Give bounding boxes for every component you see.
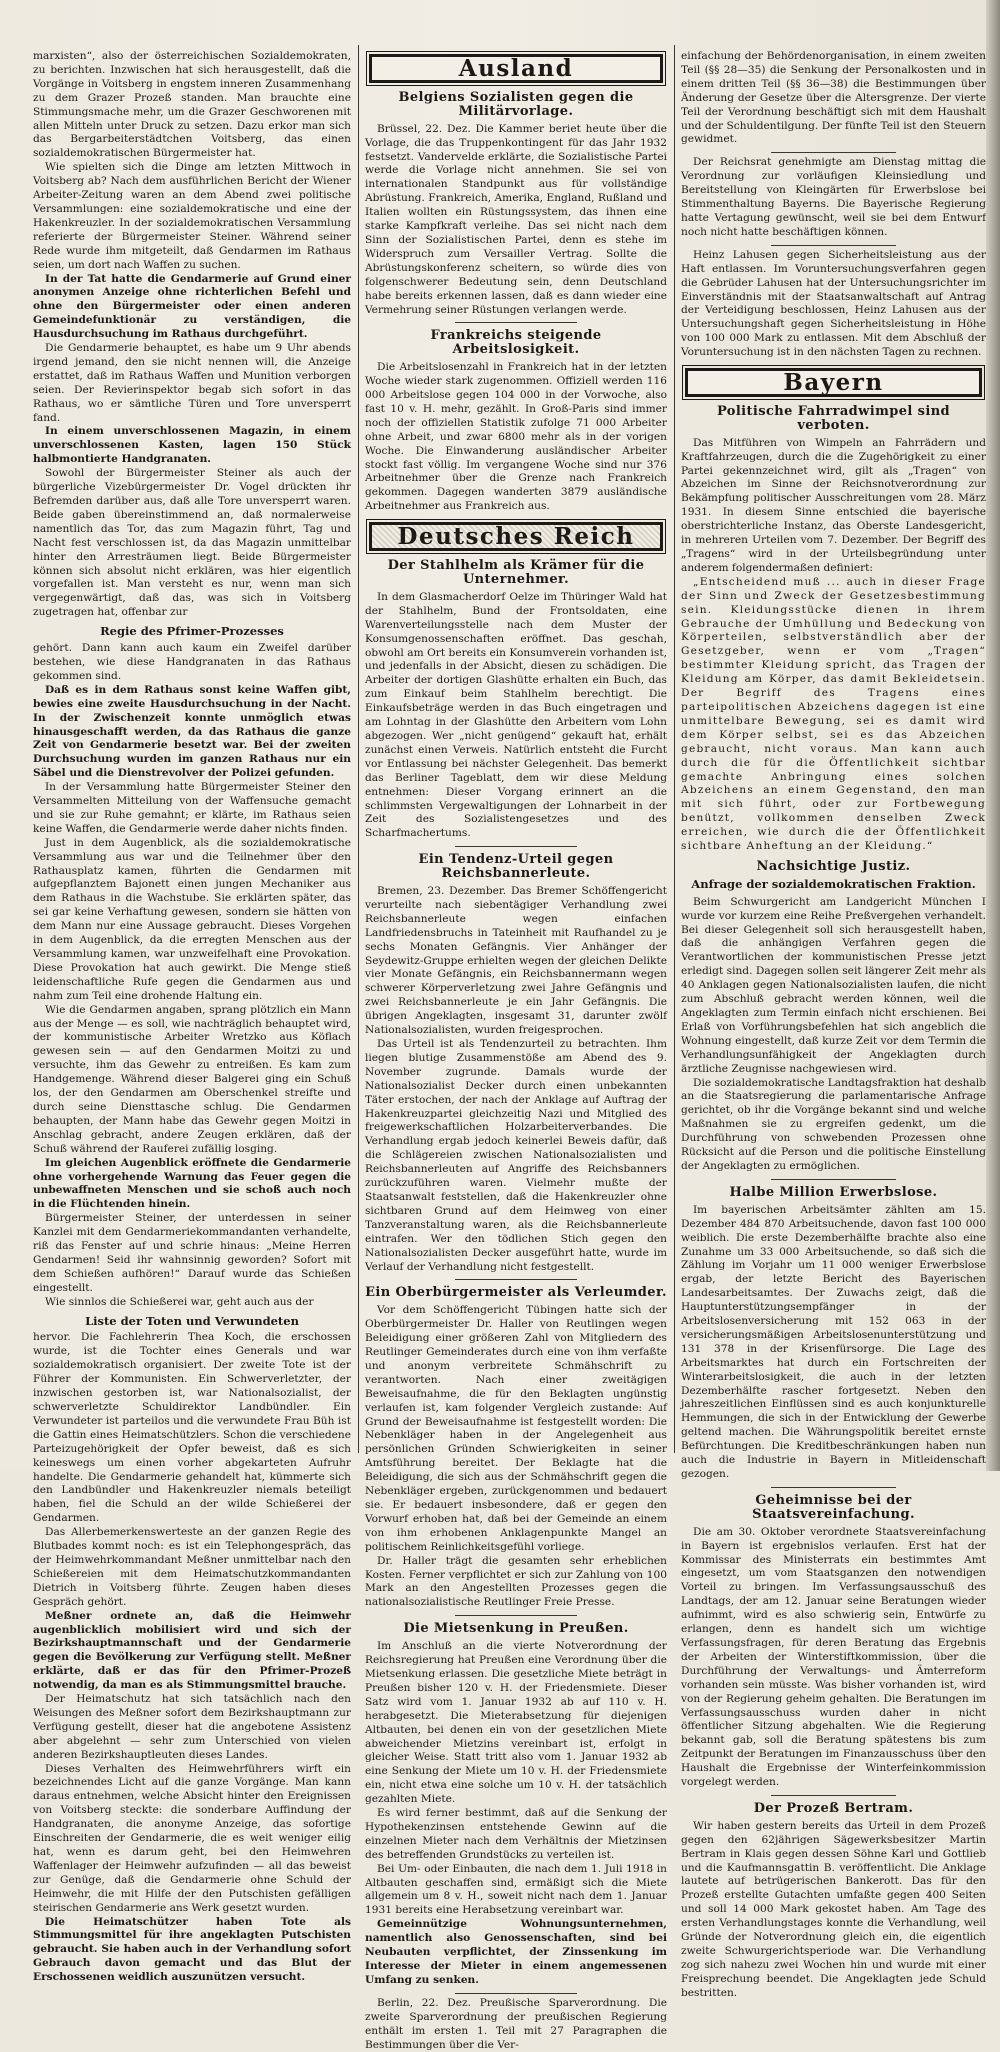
paragraph: Das Allerbemerkenswerteste an der ganzen Regie des Blutbades kommt noch: es ist ein Telephongespräch, das der Heimwehrkommandant Meßner unmittelbar nach den Schießereien mit dem Heimatschutzkommandanten Dietrich in Voitsberg führte. Zeugen haben dieses Gespräch gehört. [33, 1526, 351, 1608]
paragraph: Im gleichen Augenblick eröffnete die Gendarmerie ohne vorhergehende Warnung das Feuer gegen die unbewaffneten Menschen und sie schoß auch noch in die Flüchtenden hinein. [33, 1156, 351, 1211]
paragraph: Daß es in dem Rathaus sonst keine Waffen gibt, bewies eine zweite Hausdurchsuchung in der Nacht. In der Zwischenzeit konnte unmöglich etwas hinausgeschafft werden, da das Rathaus die ganze Zeit von Gendarmerie besetzt war. Bei der zweiten Durchsuchung wurden im ganzen Rathaus nur ein Säbel und die Dienstrevolver der Polizei gefunden. [33, 683, 351, 780]
paragraph: Bremen, 23. Dezember. Das Bremer Schöffengericht verurteilte nach siebentägiger Verhandlung zwei Reichsbannerleute wegen einfachen Landfriedensbruchs in Tateinheit mit Raufhandel zu je sechs Monaten Gefängnis. Vier Anhänger der Seydewitz-Gruppe erhielten wegen der gleichen Delikte vier Monate Gefängnis, ein Reichsbannermann wegen schwerer Körperverletzung zwei Jahre Gefängnis und zwei Reichsbannerleute je ein Jahr Gefängnis. Die übrigen Angeklagten, insgesamt 31, darunter zwölf Nationalsozialisten, wurden freigesprochen. [365, 885, 667, 1037]
paragraph: Just in dem Augenblick, als die sozialdemokratische Versammlung aus war und die Teilnehmer über den Rathausplatz kamen, führten die Gendarmen mit aufgepflanztem Bajonett einen jungen Mechaniker aus dem Rathaus in die Wachstube. Sie erklärten später, das sei gar keine Verhaftung gewesen, sondern sie hätten von dem Mann nur eine Aussage gebraucht. Dieses Vorgehen in dem Augenblick, da die erregten Menschen aus der Versammlung kamen, war unzweifelhaft eine Provokation. Diese Provokation hat auch gewirkt. Die Menge stieß leidenschaftliche Rufe gegen die Gendarmen aus und nahm zum Teil eine drohende Haltung ein. [33, 836, 351, 1002]
paragraph: Bei Um- oder Einbauten, die nach dem 1. Juli 1918 in Altbauten geschaffen sind, ermäßigt sich die Miete allgemein um 8 v. H., soweit nicht nach dem 1. Januar 1931 bereits eine Herabsetzung vereinbart war. [365, 1862, 667, 1917]
article-headline: Die Mietsenkung in Preußen. [403, 1621, 629, 1637]
subheading: Liste der Toten und Verwundeten [85, 1313, 299, 1328]
paragraph: gehört. Dann kann auch kaum ein Zweifel darüber bestehen, wie diese Handgranaten in das Rathaus gekommen sind. [33, 642, 351, 682]
paragraph: Im Anschluß an die vierte Notverordnung der Reichsregierung hat Preußen eine Verordnung über die Mietsenkung erlassen. Die gesetzliche Miete beträgt in Preußen bisher 120 v. H. der Friedensmiete. Dieser Satz wird vom 1. Januar 1932 ab auf 110 v. H. herabgesetzt. Die Mieterabsetzung für diejenigen Altbauten, bei denen ein von der gesetzlichen Miete abweichender Mietzins vereinbart ist, erfolgt in gleicher Weise. Statt tritt also vom 1. Januar 1932 ab eine Senkung der Miete um 10 v. H. der Friedensmiete ein, nicht etwa eine solche um 10 v. H. der tatsächlich gezahlten Miete. [365, 1640, 667, 1806]
divider [771, 1795, 896, 1796]
column-rule [674, 45, 675, 1453]
paragraph: Der Reichsrat genehmigte am Dienstag mittag die Verordnung zur vorläufigen Kleinsiedlung und Bereitstellung von Kleingärten für Erwerbslose bei Stimmenthaltung Bayerns. Die Bayerische Regierung hatte Vertagung gewünscht, weil sie bei dem Entwurf noch nicht hatte beschäftigen können. [681, 156, 986, 238]
article-headline: Der Stahlhelm als Krämer für die Unternehmer. [387, 558, 645, 587]
paragraph: In dem Glasmacherdorf Oelze im Thüringer Wald hat der Stahlhelm, Bund der Frontsoldaten, eine Warenverteilungsstelle nach dem Muster der Konsumgenossenschaften eröffnet. Das geschah, obwohl am Ort bereits ein Konsumverein vorhanden ist, und jedenfalls in der Absicht, diesen zu schädigen. Die Arbeiter der dortigen Glashütte erhalten ein Buch, das zum Einkauf beim Stahlhelm berechtigt. Die Einkaufsbeträge werden in das Buch eingetragen und am Lohntag in der Glashütte den Arbeitern vom Lohn abgezogen. Wer „nicht genügend“ gekauft hat, erhält zunächst einen Verweis. Natürlich entsteht die Furcht vor Entlassung bei nächster Gelegenheit. Das bemerkt das Berliner Tageblatt, dem wir diese Meldung entnehmen: Dieser Vorgang erinnert an die schlimmsten Vergewaltigungen der Lohnarbeit in der Zeit des Sozialistengesetzes und des Scharfmachertums. [365, 590, 667, 840]
paragraph: Die am 30. Oktober verordnete Staatsvereinfachung in Bayern ist ergebnislos verlaufen. Erst hat der Kommissar des Ministerrats ein bestimmtes Amt eingesetzt, um vom Staatsganzen den notwendigen Vorteil zu bringen. Im Verfassungsausschuß des Landtags, der am 12. Januar seine Beratungen wieder aufnimmt, wird es also schwierig sein, Entwürfe zu erlangen, denn es handelt sich um wichtige Verfassungsfragen, für deren Beratung das Ergebnis der Arbeiten der Winterstiftkommission, über die Durchführung der Verwaltungs- und Ämterreform vorhanden sein müsste. Was bisher vorhanden ist, wird von der Regierung geheim gehalten. Die Beratungen im Verfassungsausschuss wurden daher in nicht öffentlicher Sitzung abgehalten. Wie die Regierung bekannt gab, soll die Beratung spätestens bis zum Zeitpunkt der Beratungen im Finanzausschuss über den Haushalt die Ergebnisse der Winterfeinkommission vorgelegt werden. [681, 1525, 986, 1789]
article-headline: Belgiens Sozialisten gegen die Militärvorlage. [398, 89, 634, 119]
paragraph: Wir haben gestern bereits das Urteil in dem Prozeß gegen den 62jährigen Sägewerksbesitzer Martin Bertram in Klais gegen dessen Söhne Karl und Gottlieb und die Kaufmannsgattin B. veröffentlicht. Die Anklage lautete auf betrügerischen Bankerott. Das für den Prozeß erstellte Gutachten umfaßte gegen 400 Seiten und soll 14 000 Mark gekostet haben. Am Tage des ersten Verhandlungstages konnte die Verhandlung, weil Gründe der Notverordnung gleich ein, die eigentlich zweite Schwurgerichtsperiode war. Die Verhandlung zog sich nahezu zwei Wochen hin und wurde mit einer Freisprechung beendet. Die Angeklagten jede Schuld bestritten. [681, 1819, 986, 1999]
paragraph: Der Heimatschutz hat sich tatsächlich nach den Weisungen des Meßner sofort dem Bezirkshauptmann zur Verfügung gestellt, dieser hat die angebotene Assistenz aber abgelehnt — sehr zum Unterschied von vielen anderen Bezirkshauptleuten dieses Landes. [33, 1693, 351, 1761]
paragraph: Heinz Lahusen gegen Sicherheitsleistung aus der Haft entlassen. Im Voruntersuchungsverfahren gegen die Gebrüder Lahusen hat der Untersuchungsrichter im Einverständnis mit der Staatsanwaltschaft auf Antrag der Verteidigung beschlossen, Heinz Lahusen aus der Untersuchungshaft gegen Sicherheitsleistung in Höhe von 100 000 Mark zu entlassen. Mit dem Abschluß der Voruntersuchung ist in den nächsten Tagen zu rechnen. [681, 248, 986, 359]
paragraph: Meßner ordnete an, daß die Heimwehr augenblicklich mobilisiert wird und sich der Bezirkshauptmannschaft und der Gendarmerie gegen die Bevölkerung zur Verfügung stellt. Meßner erklärte, daß er das für den Pfrimer-Prozeß notwendig, da man es als Stimmungsmittel brauche. [33, 1609, 351, 1692]
paragraph: Sowohl der Bürgermeister Steiner als auch der bürgerliche Vizebürgermeister Dr. Vogel drückten ihr Befremden darüber aus, daß alle Tore unversperrt waren. Beide gaben übereinstimmend an, daß normalerweise namentlich das Tor, das zum Magazin führt, Tag und Nacht fest verschlossen ist, da das Magazin unmittelbar hinter den Arresträumen liegt. Beide Bürgermeister können sich absolut nicht erklären, was hier eigentlich vorgefallen ist. Man versteht es nur, wenn man sich vergegenwärtigt, daß das, was sich in Voitsberg zugetragen hat, offenbar zur [33, 467, 351, 619]
column-rule [358, 45, 359, 1453]
paragraph: Im bayerischen Arbeitsämter zählten am 15. Dezember 484 870 Arbeitsuchende, davon fast 100 000 weiblich. Die erste Dezemberhälfte brachte also eine Zunahme um 33 000 Arbeitsuchende, so daß sich die Zählung im Vorjahr um 11 000 weniger Erwerbslose ergab, der letzte Bericht des Bayerischen Landesarbeitsamtes. Der Zuwachs zeigt, daß die Hauptunterstützungsempfänger in der Arbeitslosenversicherung mit 152 063 in der versicherungsmäßigen Arbeitslosenunterstützung und 131 378 in der Krisenfürsorge. Die Lage des Arbeitsmarktes hat durch ein Fortschreiten der Winterarbeitslosigkeit, die auch in der letzten Dezemberhälfte rascher fortgesetzt. Neben den jahreszeitlichen Einflüssen sind es auch konjunkturelle Hemmungen, die sich in der Entwicklung der Gewerbe geltend machen. Die Währungspolitik bereitet ernste Befürchtungen. Die Kreditbeschränkungen haben nun auch die Industrie in Bayern in Mitleidenschaft gezogen. [681, 1203, 986, 1480]
section-banner: Ausland [369, 54, 663, 83]
article-headline: Nachsichtige Justiz. [756, 858, 911, 874]
paragraph: Gemeinnützige Wohnungsunternehmen, namentlich also Genossenschaften, sind bei Neubauten verpflichtet, der Zinssenkung im Interesse der Mieter in einem angemessenen Umfang zu senken. [365, 1918, 667, 1986]
column-left [33, 50, 351, 1984]
article-subheadline: Anfrage der sozialdemokratischen Fraktion. [691, 876, 976, 891]
paragraph: Beim Schwurgericht am Landgericht München I wurde vor kurzem eine Reihe Preßvergehen verhandelt. Bei dieser Gelegenheit soll sich herausgestellt haben, daß die anhängigen Verfahren gegen die Verantwortlichen der kommunistischen Presse jetzt erledigt sind. Dagegen sollen seit längerer Zeit mehr als 40 Anklagen gegen Nationalsozialisten laufen, die nicht zum Abschluß gebracht werden können, weil die Angeklagten zum Termin einfach nicht erschienen. Bei Erlaß von Vorführungsbefehlen hat sich angeblich die Wohnung eingestellt, daß kurze Zeit vor dem Termin die Verhandlungsunfähigkeit der Angeklagten durch ärztliche Zeugnisse nachgewiesen wird. [681, 895, 986, 1075]
paragraph: marxisten“, also der österreichischen Sozialdemokraten, zu berichten. Inzwischen hat sich herausgestellt, daß die Vorgänge in Voitsberg in engstem inneren Zusammenhang zu dem Grazer Prozeß standen. Man brauchte eine Stimmungsmache mehr, um die Grazer Geschworenen mit allen Mitteln unter Druck zu setzen. Dazu erkor man sich das Bergarbeiterstädtchen Voitsberg, das einen sozialdemokratischen Bürgermeister hat. [33, 50, 351, 160]
section-banner: Deutsches Reich [369, 522, 663, 551]
paragraph: Dr. Haller trägt die gesamten sehr erheblichen Kosten. Ferner verpflichtet er sich zur Zahlung von 100 Mark an den Angestellten Prozesses gegen die nationalsozialistische Reutlinger Freie Presse. [365, 1554, 667, 1609]
divider [455, 846, 577, 847]
article-headline: Politische Fahrradwimpel sind verboten. [716, 403, 951, 433]
section-banner: Bayern [685, 368, 982, 397]
paragraph: Das Urteil ist als Tendenzurteil zu betrachten. Ihm liegen blutige Zusammenstöße am Abend des 9. November zugrunde. Damals wurde der Nationalsozialist Decker durch einen unbekannten Täter erstochen, der nach der Anklage auf Auftrag der Hakenkreuzpartei gleichzeitig Nazi und Mitglied des freigewerkschaftlichen Holzarbeiterverbandes. Die Verhandlung ergab jedoch keinerlei Beweis dafür, daß die Schlägereien zwischen Nationalsozialisten und Reichsbannerleuten auf Angriffe des Reichsbanners zurückzuführen waren. Vielmehr mußte der Staatsanwalt feststellen, daß die Hakenkreuzler ohne sichtbaren Grund auf dem Heimweg von einer Tanzveranstaltung waren, als die Reichsbannerleute eintrafen. Wer den tödlichen Stich gegen den Nationalsozialisten Decker ausgeführt hatte, wurde im Verlauf der Verhandlung nicht festgestellt. [365, 1038, 667, 1273]
article-headline: Frankreichs steigende Arbeitslosigkeit. [430, 328, 602, 358]
divider [455, 1615, 577, 1616]
divider [771, 152, 896, 153]
divider [455, 322, 577, 323]
paragraph: Bürgermeister Steiner, der unterdessen in seiner Kanzlei mit dem Gendarmeriekommandanten verhandelte, riß das Fenster auf und schrie hinaus: „Meine Herren Gendarmen! Seid ihr wahnsinnig geworden? Sofort mit dem Schießen aufhören!“ Darauf wurde das Schießen eingestellt. [33, 1212, 351, 1294]
page-edge-shadow [986, 0, 1000, 1471]
divider [771, 1487, 896, 1488]
paragraph: „Entscheidend muß ... auch in dieser Frage der Sinn und Zweck der Gesetzesbestimmung sein. Kleidungsstücke dienen in ihrem Gebrauche der Umhüllung und Bedeckung von Körperteilen, selbstverständlich aber der Gesetzgeber, wenn er vom „Tragen“ bestimmter Kleidung spricht, das Tragen der Kleidung am Körper, das damit Bekleidetsein. Der Begriff des Tragens eines parteipolitischen Abzeichens dagegen ist eine unmittelbare Bewegung, sei es damit wird dem Körper selbst, sei es das Abzeichen gebraucht, nicht voraus. Man kann auch durch die für die Öffentlichkeit sichtbar gemachte Anbringung eines solchen Abzeichens an einem Gegenstand, den man mit sich führt, oder zur Fortbewegung benützt, vollkommen denselben Zweck erreichen, wie durch die der Öffentlichkeit sichtbare Anheftung an der Kleidung.“ [681, 575, 986, 853]
article-headline: Halbe Million Erwerbslose. [729, 1184, 938, 1200]
paragraph: Das Mitführen von Wimpeln an Fahrrädern und Kraftfahrzeugen, durch die die Zugehörigkeit zu einer Partei gekennzeichnet wird, gilt als „Tragen“ von Abzeichen im Sinne der Reichsnotverordnung zur Bekämpfung politischer Ausschreitungen vom 28. März 1931. In diesem Sinne entschied die bayerische oberstrichterliche Instanz, das Oberste Landesgericht, in mehreren Urteilen vom 7. Dezember. Der Begriff des „Tragens“ wird in der Urteilsbegründung unter anderem folgendermaßen definiert: [681, 436, 986, 574]
paragraph: einfachung der Behördenorganisation, in einem zweiten Teil (§§ 28—35) die Senkung der Personalkosten und in einem dritten Teil (§§ 36—38) die Bestimmungen über Änderung der Gesetze über die Altersgrenze. Der vierte Teil der Verordnung beschäftigt sich mit dem Haushalt und der Schuldentilgung. Der fünfte Teil ist den Steuern gewidmet. [681, 50, 986, 146]
paragraph: Wie sinnlos die Schießerei war, geht auch aus der [45, 1295, 314, 1308]
paragraph: In der Tat hatte die Gendarmerie auf Grund einer anonymen Anzeige ohne richterlichen Befehl und ohne den Bürgermeister oder einen anderen Gemeindefunktionär zu verständigen, die Hausdurchsuchung im Rathaus durchgeführt. [33, 272, 351, 341]
divider [771, 245, 896, 246]
paragraph: Brüssel, 22. Dez. Die Kammer beriet heute über die Vorlage, die das Truppenkontingent für das Jahr 1932 festsetzt. Vandervelde erklärte, die Sozialistische Partei werde die Vorlage nicht annehmen. Sie sei von internationalen Standpunkt aus für vollständige Abrüstung. Frankreich, Amerika, England, Rußland und Italien wollten ein Rüstungssystem, das ihnen eine starke Kampfkraft verleihe. Das sei nicht nach dem Sinn der Sozialistischen Partei, denn es stehe im Widerspruch zum Versailler Vertrag. Sollte die Abrüstungskonferenz scheitern, so würde dies von folgenschwerer Bedeutung sein, denn Deutschland habe bereits erkennen lassen, daß es dann wieder eine Vermehrung seiner Rüstungen verlangen werde. [365, 122, 667, 316]
paragraph: Wie die Gendarmen angaben, sprang plötzlich ein Mann aus der Menge — es soll, wie nachträglich behauptet wird, der kommunistische Arbeiter Wretzko aus Köflach gewesen sein — auf den Gendarmen Moitzi zu und versuchte, ihm das Gewehr zu entreißen. Es kam zum Handgemenge. Während dieser Balgerei ging ein Schuß los, der den Gendarmen am Oberschenkel streifte und durch seine Diensttasche schlug. Die Gendarmen behaupten, der Mann habe das Gewehr gegen Moitzi in Anschlag gebracht, andere Zeugen erklären, daß der Schuß während der Rauferei zufällig losging. [33, 1003, 351, 1155]
column-right [681, 50, 986, 1999]
paragraph: Wie spielten sich die Dinge am letzten Mittwoch in Voitsberg ab? Nach dem ausführlichen Bericht der Wiener Arbeiter-Zeitung waren an dem Abend zwei politische Versammlungen: eine sozialdemokratische und eine der Hakenkreuzler. In der sozialdemokratischen Versammlung referierte der Bürgermeister Steiner. Während seiner Rede wurde ihm mitgeteilt, daß Gendarmen im Rathaus seien, um dort nach Waffen zu suchen. [33, 161, 351, 271]
column-middle [365, 50, 667, 2051]
paragraph: Vor dem Schöffengericht Tübingen hatte sich der Oberbürgermeister Dr. Haller von Reutlingen wegen Beleidigung einer größeren Zahl von Mitgliedern des Reutlinger Gemeinderates durch eine von ihm verfaßte und anonym verbreitete Schmähschrift zu verantworten. Nach einer zweitägigen Beweisaufnahme, die für den Beklagten ungünstig verlaufen ist, kam folgender Vergleich zustande: Auf Grund der Beweisaufnahme ist festgestellt worden: Die Nebenkläger haben in der Angelegenheit aus persönlichen Gründen Schwierigkeiten in seiner Amtsführung bereitet. Der Beklagte hat die Beleidigung, die sich aus der Schmähschrift gegen die Nebenkläger ergeben, zurückgenommen und bedauert sie. Er bedauert insbesondere, daß er gegen den Vorwurf erhoben hat, daß bei der Gemeinde an einem von ihm erhobenen Anklagenpunkte Mangel an politischem Reinlichkeitsgefühl vorliege. [365, 1304, 667, 1553]
divider [771, 1179, 896, 1180]
paragraph: Die Gendarmerie behauptet, es habe um 9 Uhr abends irgend jemand, den sie nicht nennen will, die Anzeige erstattet, daß im Rathaus Waffen und Munition verborgen seien. Der Revierinspektor begab sich sofort in das Rathaus, wo er sämtliche Türen und Tore unversperrt fand. [33, 342, 351, 424]
article-headline: Ein Oberbürgermeister als Verleumder. [365, 1285, 667, 1301]
paragraph: Die Arbeitslosenzahl in Frankreich hat in der letzten Woche wieder stark zugenommen. Offiziell werden 116 000 Arbeitslose gegen 104 000 in der Vorwoche, also fast 10 v. H. mehr, gezählt. In Groß-Paris sind immer noch der offiziellen Statistik zufolge 71 000 Arbeiter ohne Arbeit, und zwar 6800 mehr als in der vorigen Woche. Die Einwanderung ausländischer Arbeiter stockt fast völlig. Im vergangene Woche sind nur 376 Arbeitnehmer über die Grenze nach Frankreich gekommen. Dagegen wanderten 3879 ausländische Arbeitnehmer aus Frankreich aus. [365, 361, 667, 513]
divider [455, 1279, 577, 1280]
article-headline: Der Prozeß Bertram. [753, 1800, 914, 1816]
paragraph: hervor. Die Fachlehrerin Thea Koch, die erschossen wurde, ist die Tochter eines Generals und war sozialdemokratisch organisiert. Der zweite Tote ist der Führer der Kommunisten. Ein Schwerverletzter, der inzwischen gestorben ist, war Nationalsozialist, der schwerverletzte Schuldirektor Landbündler. Ein Verwundeter ist parteilos und die verwundete Frau Büh ist die Gattin eines Heimatschützlers. Schon die verschiedene Parteizugehörigkeit der Opfer beweist, daß es sich keineswegs um einen vorher abgekarteten Aufruhr handelte. Die Gendarmerie gehandelt hat, kümmerte sich den Landbündler und Hakenkreuzler niemals beteiligt haben, fiel die Schuld an der wilde Schießerei der Gendarmen. [33, 1331, 351, 1525]
paragraph: Dieses Verhalten des Heimwehrführers wirft ein bezeichnendes Licht auf die ganze Vorgänge. Man kann daraus entnehmen, welche Absicht hinter den Ereignissen von Voitsberg steckte: die sonderbare Auffindung der Handgranaten, die anonyme Anzeige, das sofortige Einschreiten der Gendarmerie, die es weit weniger eilig hat, wenn es darum geht, bei den Heimwehren Waffenlager der Heimwehr aufzufinden — all das beweist zur Genüge, daß die Gendarmerie ohne Schuld der Heimwehr, die mit Hilfe der den Putschisten gefälligen steirischen Gendarmerie ans Werk gesetzt wurden. [33, 1762, 351, 1914]
paragraph: Die sozialdemokratische Landtagsfraktion hat deshalb an die Staatsregierung die parlamentarische Anfrage gerichtet, ob ihr die Vorgänge bekannt sind und welche Maßnahmen sie zu ergreifen gedenkt, um die Durchführung von schwebenden Prozessen ohne Rücksicht auf die Person und die politische Einstellung der Angeklagten zu ermöglichen. [681, 1076, 986, 1172]
paragraph: Es wird ferner bestimmt, daß auf die Senkung der Hypothekenzinsen entstehende Gewinn auf die einzelnen Mieter nach dem Verhältnis der Mietzinsen des betreffenden Grundstücks zu verteilen ist. [365, 1807, 667, 1861]
article-headline: Ein Tendenz-Urteil gegen Reichsbannerleute. [418, 852, 614, 882]
subheading: Regie des Pfrimer-Prozesses [100, 624, 284, 639]
divider [455, 1993, 577, 1994]
paragraph: Die Heimatschützer haben Tote als Stimmungsmittel für ihre angeklagten Putschisten gebraucht. Sie haben auch in der Verhandlung sofort Gebrauch davon gemacht und das Blut der Erschossenen weidlich auszunützen versucht. [33, 1915, 351, 1984]
paragraph: Berlin, 22. Dez. Preußische Sparverordnung. Die zweite Sparverordnung der preußischen Regierung enthält im ersten 1. Teil mit 27 Paragraphen die Bestimmungen über die Ver- [365, 1996, 667, 2051]
paragraph: In einem unverschlossenen Magazin, in einem unverschlossenen Kasten, lagen 150 Stück halbmontierte Handgranaten. [33, 425, 351, 466]
paragraph: In der Versammlung hatte Bürgermeister Steiner den Versammelten Mitteilung von der Waffensuche gemacht und sie zur Ruhe gemahnt; er klärte, im Rathaus seien keine Waffen, die Gendarmerie werde daher nichts finden. [33, 781, 351, 835]
article-headline: Geheimnisse bei der Staatsvereinfachung. [752, 1492, 915, 1522]
